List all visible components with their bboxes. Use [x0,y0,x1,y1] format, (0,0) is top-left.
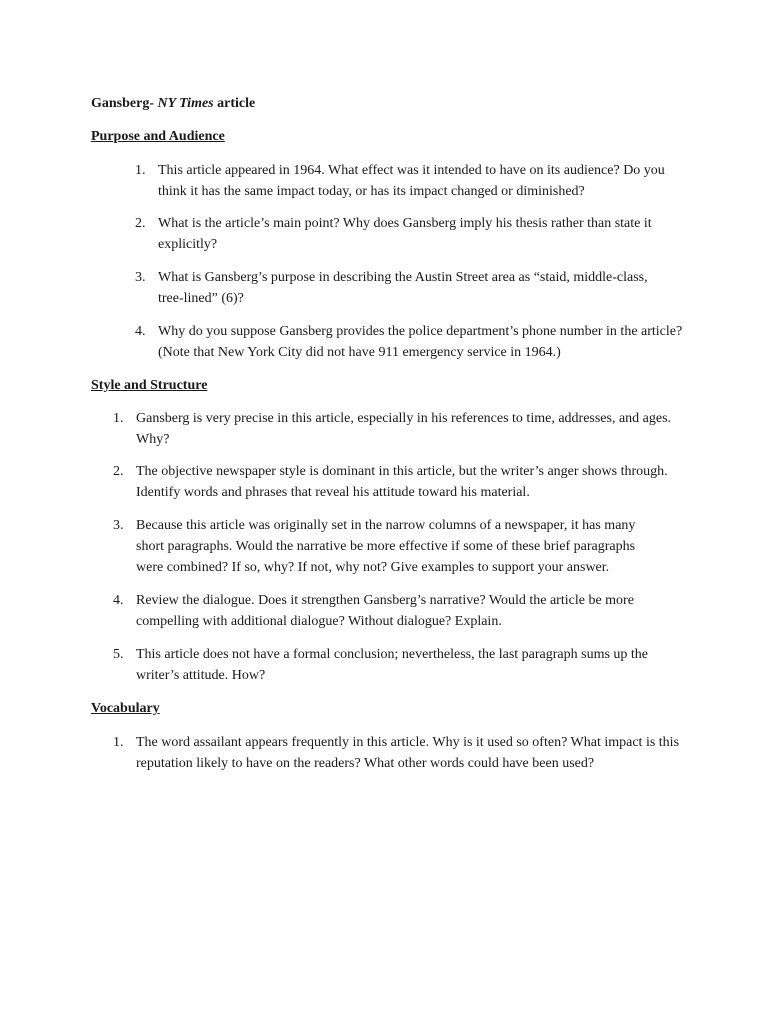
item-text: This article does not have a formal conclusion; nevertheless, the last paragraph sums up the writer’s attitude. How? [136,647,649,683]
item-number: 5. [113,647,124,662]
heading-style-structure: Style and Structure [91,378,208,393]
item-text: The objective newspaper style is dominant in this article, but the writer’s anger shows through. Identify words and phrases that reveal his attitude toward his material. [136,464,668,500]
title-italic: NY Times [157,96,214,111]
item-number: 1. [135,163,146,178]
item-text: Review the dialogue. Does it strengthen Gansberg’s narrative? Would the article be more compelling with additional dialogue? Without dialogue? Explain. [136,593,634,629]
item-text: Gansberg is very precise in this article, especially in his references to time, addresses, and ages. Why? [136,411,672,447]
title-suffix: article [213,96,256,111]
item-text: Why do you suppose Gansberg provides the police department’s phone number in the article? (Note that New York City did not have 911 emergency service in 1964.) [158,324,683,360]
title-prefix: Gansberg- [91,96,158,111]
item-number: 4. [135,324,146,339]
item-text: What is Gansberg’s purpose in describing the Austin Street area as “staid, middle-class, tree-lined” (6)? [158,270,648,306]
item-text: This article appeared in 1964. What effect was it intended to have on its audience? Do you think it has the same impact today, or has its impact changed or diminished? [158,163,665,199]
item-text: Because this article was originally set in the narrow columns of a newspaper, it has many short paragraphs. Would the narrative be more effective if some of these brief paragraphs were combined? If so, why? If not, why not? Give examples to support your answer. [136,518,636,575]
item-number: 4. [113,593,124,608]
item-number: 1. [113,411,124,426]
heading-vocabulary: Vocabulary [91,701,160,716]
item-text: What is the article’s main point? Why does Gansberg imply his thesis rather than state it explicitly? [158,216,652,252]
item-number: 2. [113,464,124,479]
document-title [91,93,255,114]
item-number: 3. [135,270,146,285]
item-number: 3. [113,518,124,533]
item-text: The word assailant appears frequently in this article. Why is it used so often? What impact is this reputation likely to have on the readers? What other words could have been used? [136,735,680,771]
item-number: 2. [135,216,146,231]
item-number: 1. [113,735,124,750]
heading-purpose-audience: Purpose and Audience [91,129,225,144]
